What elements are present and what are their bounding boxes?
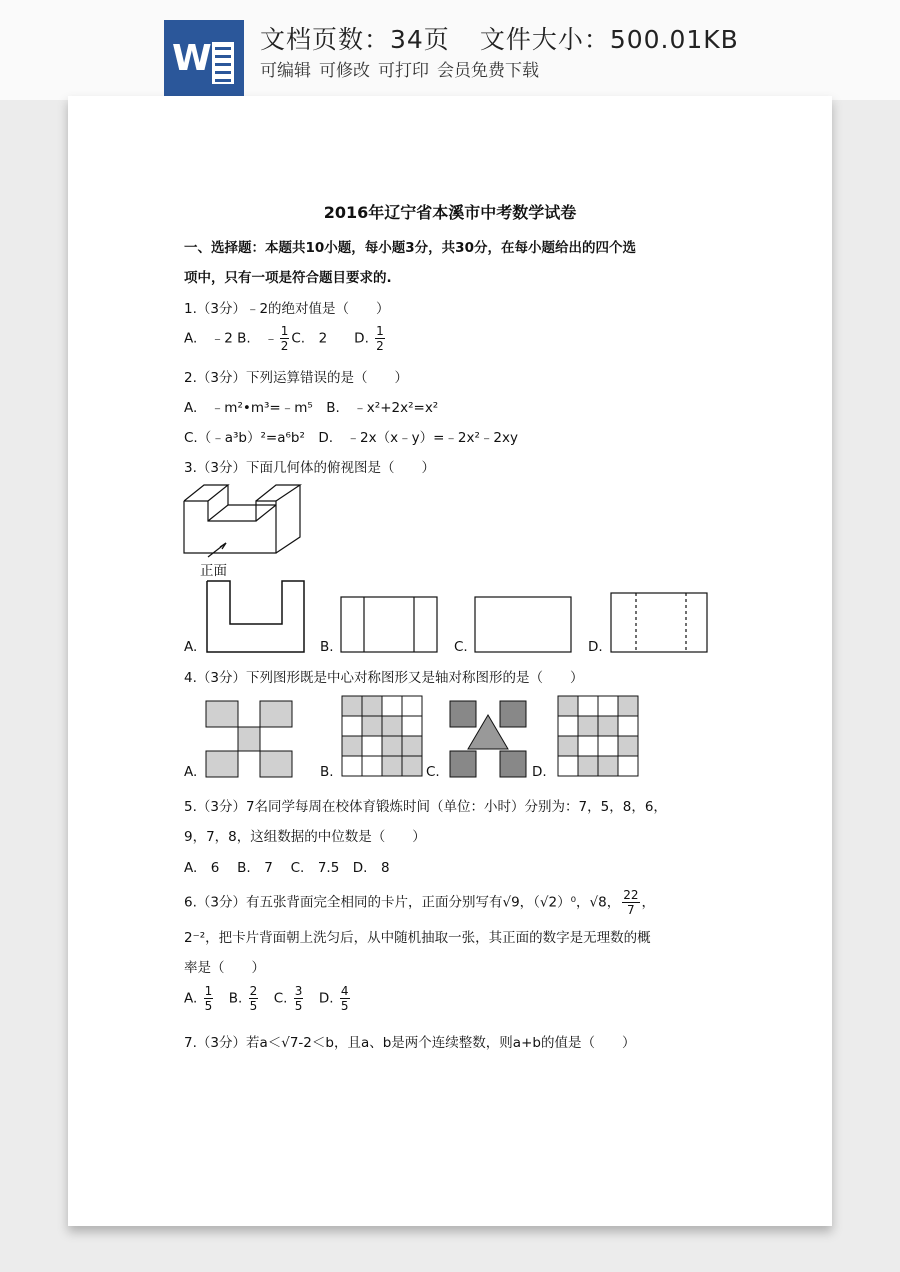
feature-printable: 可打印 xyxy=(378,61,429,81)
grid-cell xyxy=(342,696,362,716)
grid-cell xyxy=(362,756,382,776)
fraction: $\frac{1}{2}$ xyxy=(280,324,289,353)
fraction: $\frac{1}{2}$ xyxy=(376,324,384,353)
grid-cell xyxy=(402,756,422,776)
grid-cell xyxy=(558,696,578,716)
feature-modifiable: 可修改 xyxy=(319,61,370,81)
grid-cell xyxy=(598,736,618,756)
grid-cell xyxy=(382,736,402,756)
question-7: 7.（3分）若a＜√7-2＜b，且a、b是两个连续整数，则a+b的值是（ ） xyxy=(184,1035,636,1051)
feature-editable: 可编辑 xyxy=(260,61,311,81)
grid-cell xyxy=(618,756,638,776)
grid-cell xyxy=(402,716,422,736)
grid-cell xyxy=(598,716,618,736)
grid-cell xyxy=(578,756,598,776)
word-doc-icon: W xyxy=(164,20,244,96)
question-5-options: A. 6 B. 7 C. 7.5 D. 8 xyxy=(184,860,390,876)
doc-meta xyxy=(260,20,769,56)
front-label: 正面 xyxy=(200,563,227,579)
grid-cell xyxy=(558,736,578,756)
grid-cell xyxy=(578,736,598,756)
q4-option-d-label: D. xyxy=(532,764,547,780)
page-title: 2016年辽宁省本溪市中考数学试卷 xyxy=(323,203,577,222)
feature-free-download: 会员免费下载 xyxy=(437,61,539,81)
q4-option-c-figure xyxy=(448,699,530,781)
document-info-banner xyxy=(0,0,900,100)
grid-cell xyxy=(618,696,638,716)
grid-cell xyxy=(598,696,618,716)
question-6-line-1: 6.（3分）有五张背面完全相同的卡片，正面分别写有√9，（√2）⁰，√8， $\frac{22}{7}$ ， xyxy=(184,888,655,917)
grid-cell xyxy=(618,716,638,736)
grid-cell xyxy=(362,696,382,716)
page-count: 文档页数：34页 xyxy=(260,25,450,54)
fraction: $\frac{1}{5}$ xyxy=(204,984,213,1013)
q4-option-d-figure xyxy=(556,694,642,780)
question-6-line-2: 2⁻²，把卡片背面朝上洗匀后，从中随机抽取一张，其正面的数字是无理数的概 xyxy=(184,930,651,946)
fraction: $\frac{22}{7}$ xyxy=(623,888,639,917)
solid-figure xyxy=(178,481,308,576)
fraction: $\frac{4}{5}$ xyxy=(340,984,349,1013)
question-1: 1.（3分）﹣2的绝对值是（ ） xyxy=(184,301,390,317)
grid-cell xyxy=(402,736,422,756)
grid-cell xyxy=(578,696,598,716)
fraction: $\frac{3}{5}$ xyxy=(294,984,303,1013)
document-page xyxy=(68,96,832,1226)
section-heading-2: 项中，只有一项是符合题目要求的. xyxy=(184,270,392,286)
q3-option-a-label: A. xyxy=(184,639,198,655)
question-5-line-2: 9，7，8，这组数据的中位数是（ ） xyxy=(184,829,426,845)
grid-cell xyxy=(558,716,578,736)
question-5-line-1: 5.（3分）7名同学每周在校体育锻炼时间（单位：小时）分别为：7，5，8，6， xyxy=(184,799,667,815)
grid-cell xyxy=(362,736,382,756)
grid-cell xyxy=(382,756,402,776)
grid-cell xyxy=(618,736,638,756)
grid-cell xyxy=(578,716,598,736)
fraction: $\frac{2}{5}$ xyxy=(249,984,258,1013)
file-size: 文件大小：500.01KB xyxy=(479,25,739,54)
q4-option-c-label: C. xyxy=(426,764,440,780)
question-2: 2.（3分）下列运算错误的是（ ） xyxy=(184,370,408,386)
question-6-options: A. $\frac{1}{5}$ B. $\frac{2}{5}$ C. $\frac{3}{5}$ D. $\frac{4}{5}$ xyxy=(184,984,349,1013)
grid-cell xyxy=(342,716,362,736)
q3-option-d-figure xyxy=(610,592,710,654)
grid-cell xyxy=(558,756,578,776)
grid-cell xyxy=(342,736,362,756)
grid-cell xyxy=(402,696,422,716)
question-4: 4.（3分）下列图形既是中心对称图形又是轴对称图形的是（ ） xyxy=(184,670,584,686)
q4-option-b-label: B. xyxy=(320,764,334,780)
question-2-options-ab: A. ﹣m²•m³=﹣m⁵ B. ﹣x²+2x²=x² xyxy=(184,400,439,416)
q3-option-a-figure xyxy=(206,580,306,654)
question-3: 3.（3分）下面几何体的俯视图是（ ） xyxy=(184,460,435,476)
doc-features xyxy=(260,56,547,81)
question-6-line-3: 率是（ ） xyxy=(184,960,265,976)
section-heading-1: 一、选择题：本题共10小题，每小题3分，共30分，在每小题给出的四个选 xyxy=(184,240,636,256)
q4-option-a-figure xyxy=(204,699,296,781)
grid-cell xyxy=(342,756,362,776)
q3-option-d-label: D. xyxy=(588,639,603,655)
grid-cell xyxy=(382,716,402,736)
q3-option-c-figure xyxy=(474,596,574,654)
grid-cell xyxy=(362,716,382,736)
question-1-options: A. ﹣2 B. ﹣ $\frac{1}{2}$ C. 2 D. $\frac{1}{2}$ xyxy=(184,324,384,353)
grid-cell xyxy=(598,756,618,776)
q4-option-b-figure xyxy=(340,694,426,780)
q3-option-b-label: B. xyxy=(320,639,334,655)
q3-option-b-figure xyxy=(340,596,440,654)
grid-cell xyxy=(382,696,402,716)
question-2-options-cd: C.（﹣a³b）²=a⁶b² D. ﹣2x（x﹣y）=﹣2x²﹣2xy xyxy=(184,430,518,446)
q4-option-a-label: A. xyxy=(184,764,198,780)
q3-option-c-label: C. xyxy=(454,639,468,655)
